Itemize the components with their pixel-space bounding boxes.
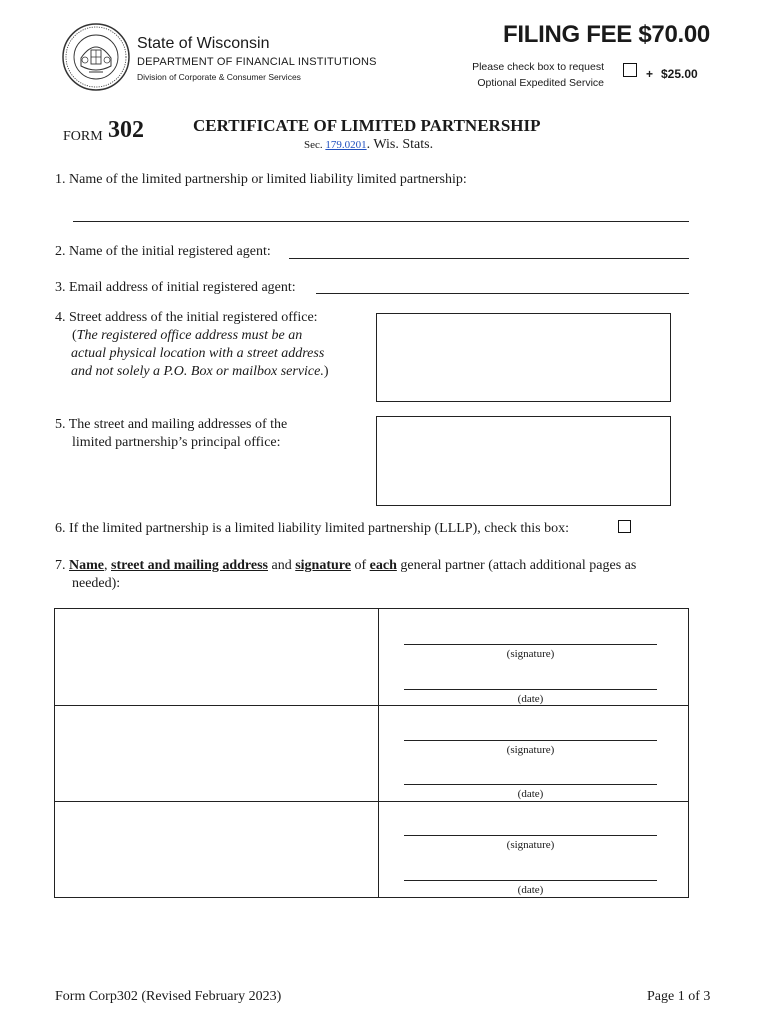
question-5-line-1: 5. The street and mailing addresses of the	[55, 417, 288, 432]
filing-fee: FILING FEE $70.00	[503, 21, 710, 48]
signature-caption: (signature)	[506, 744, 555, 756]
principal-office-address-box[interactable]	[376, 416, 671, 506]
q7-signature: signature	[295, 558, 351, 573]
partner-3-signature-line[interactable]	[404, 835, 657, 836]
date-caption: (date)	[517, 693, 544, 705]
q7-number: 7.	[55, 558, 66, 573]
partner-1-date-line[interactable]	[404, 689, 657, 690]
note-open-paren: (	[72, 328, 77, 343]
question-5-line-2: limited partnership’s principal office:	[72, 435, 281, 450]
question-4-note	[55, 327, 329, 345]
date-caption: (date)	[517, 788, 544, 800]
expedite-line-1: Please check box to request	[472, 61, 604, 73]
q7-and: and	[271, 558, 292, 573]
partner-2-signature-line[interactable]	[404, 740, 657, 741]
question-5-label	[55, 416, 287, 452]
state-seal-icon	[61, 22, 131, 92]
question-1-label: 1. Name of the limited partnership or limited liability limited partnership:	[55, 172, 467, 187]
question-4-label	[55, 309, 329, 381]
note-close-paren: )	[323, 364, 329, 379]
partner-2-date-line[interactable]	[404, 784, 657, 785]
q7-rest: general partner (attach additional pages as	[400, 558, 637, 573]
expedited-service-checkbox[interactable]	[623, 63, 637, 77]
question-6-label: 6. If the limited partnership is a limited liability limited partnership (LLLP), check this box:	[55, 521, 570, 536]
statute-suffix: . Wis. Stats.	[366, 137, 434, 152]
lllp-checkbox[interactable]	[618, 520, 631, 533]
q7-of: of	[354, 558, 367, 573]
signature-caption: (signature)	[506, 839, 555, 851]
date-caption: (date)	[517, 884, 544, 896]
registered-office-address-box[interactable]	[376, 313, 671, 402]
q7-comma: ,	[104, 558, 108, 573]
question-4-title: 4. Street address of the initial registered office:	[55, 310, 318, 325]
question-4-note-end	[55, 363, 329, 381]
registered-agent-email-field[interactable]	[316, 293, 689, 294]
division-name: Division of Corporate & Consumer Services	[137, 72, 301, 82]
question-7-line-2: needed):	[72, 576, 121, 591]
q7-address: street and mailing address	[111, 558, 268, 573]
q7-each: each	[369, 558, 397, 573]
note-line-3: and not solely a P.O. Box or mailbox service.	[71, 364, 324, 379]
form-revision: Form Corp302 (Revised February 2023)	[55, 989, 282, 1004]
partner-2-info-field[interactable]	[55, 706, 377, 801]
signature-caption: (signature)	[506, 648, 555, 660]
table-column-divider	[378, 609, 379, 897]
registered-agent-name-field[interactable]	[289, 258, 689, 259]
question-2-label: 2. Name of the initial registered agent:	[55, 244, 271, 259]
partner-1-info-field[interactable]	[55, 609, 377, 705]
note-line-1: The registered office address must be an	[76, 328, 303, 343]
statute-reference	[304, 137, 433, 153]
partner-3-date-line[interactable]	[404, 880, 657, 881]
state-name: State of Wisconsin	[137, 35, 270, 52]
q7-name: Name	[69, 558, 104, 573]
partner-1-signature-line[interactable]	[404, 644, 657, 645]
partnership-name-field[interactable]	[73, 221, 689, 222]
page-number: Page 1 of 3	[647, 989, 711, 1004]
question-7-line-1	[55, 557, 695, 575]
expedite-line-2: Optional Expedited Service	[477, 77, 604, 89]
statute-link[interactable]: 179.0201	[325, 139, 367, 151]
plus-sign: +	[646, 67, 654, 81]
expedite-instructions	[452, 59, 604, 91]
statute-prefix: Sec.	[304, 139, 323, 151]
department-name: DEPARTMENT OF FINANCIAL INSTITUTIONS	[137, 56, 377, 68]
note-line-2: actual physical location with a street address	[71, 346, 325, 361]
expedite-fee: $25.00	[661, 67, 698, 81]
general-partners-table	[54, 608, 689, 898]
question-7-label	[55, 557, 695, 593]
question-3-label: 3. Email address of initial registered agent:	[55, 280, 296, 295]
form-number: 302	[108, 117, 144, 143]
partner-3-info-field[interactable]	[55, 802, 377, 897]
document-title: CERTIFICATE OF LIMITED PARTNERSHIP	[193, 116, 541, 135]
form-label: FORM	[63, 129, 103, 144]
